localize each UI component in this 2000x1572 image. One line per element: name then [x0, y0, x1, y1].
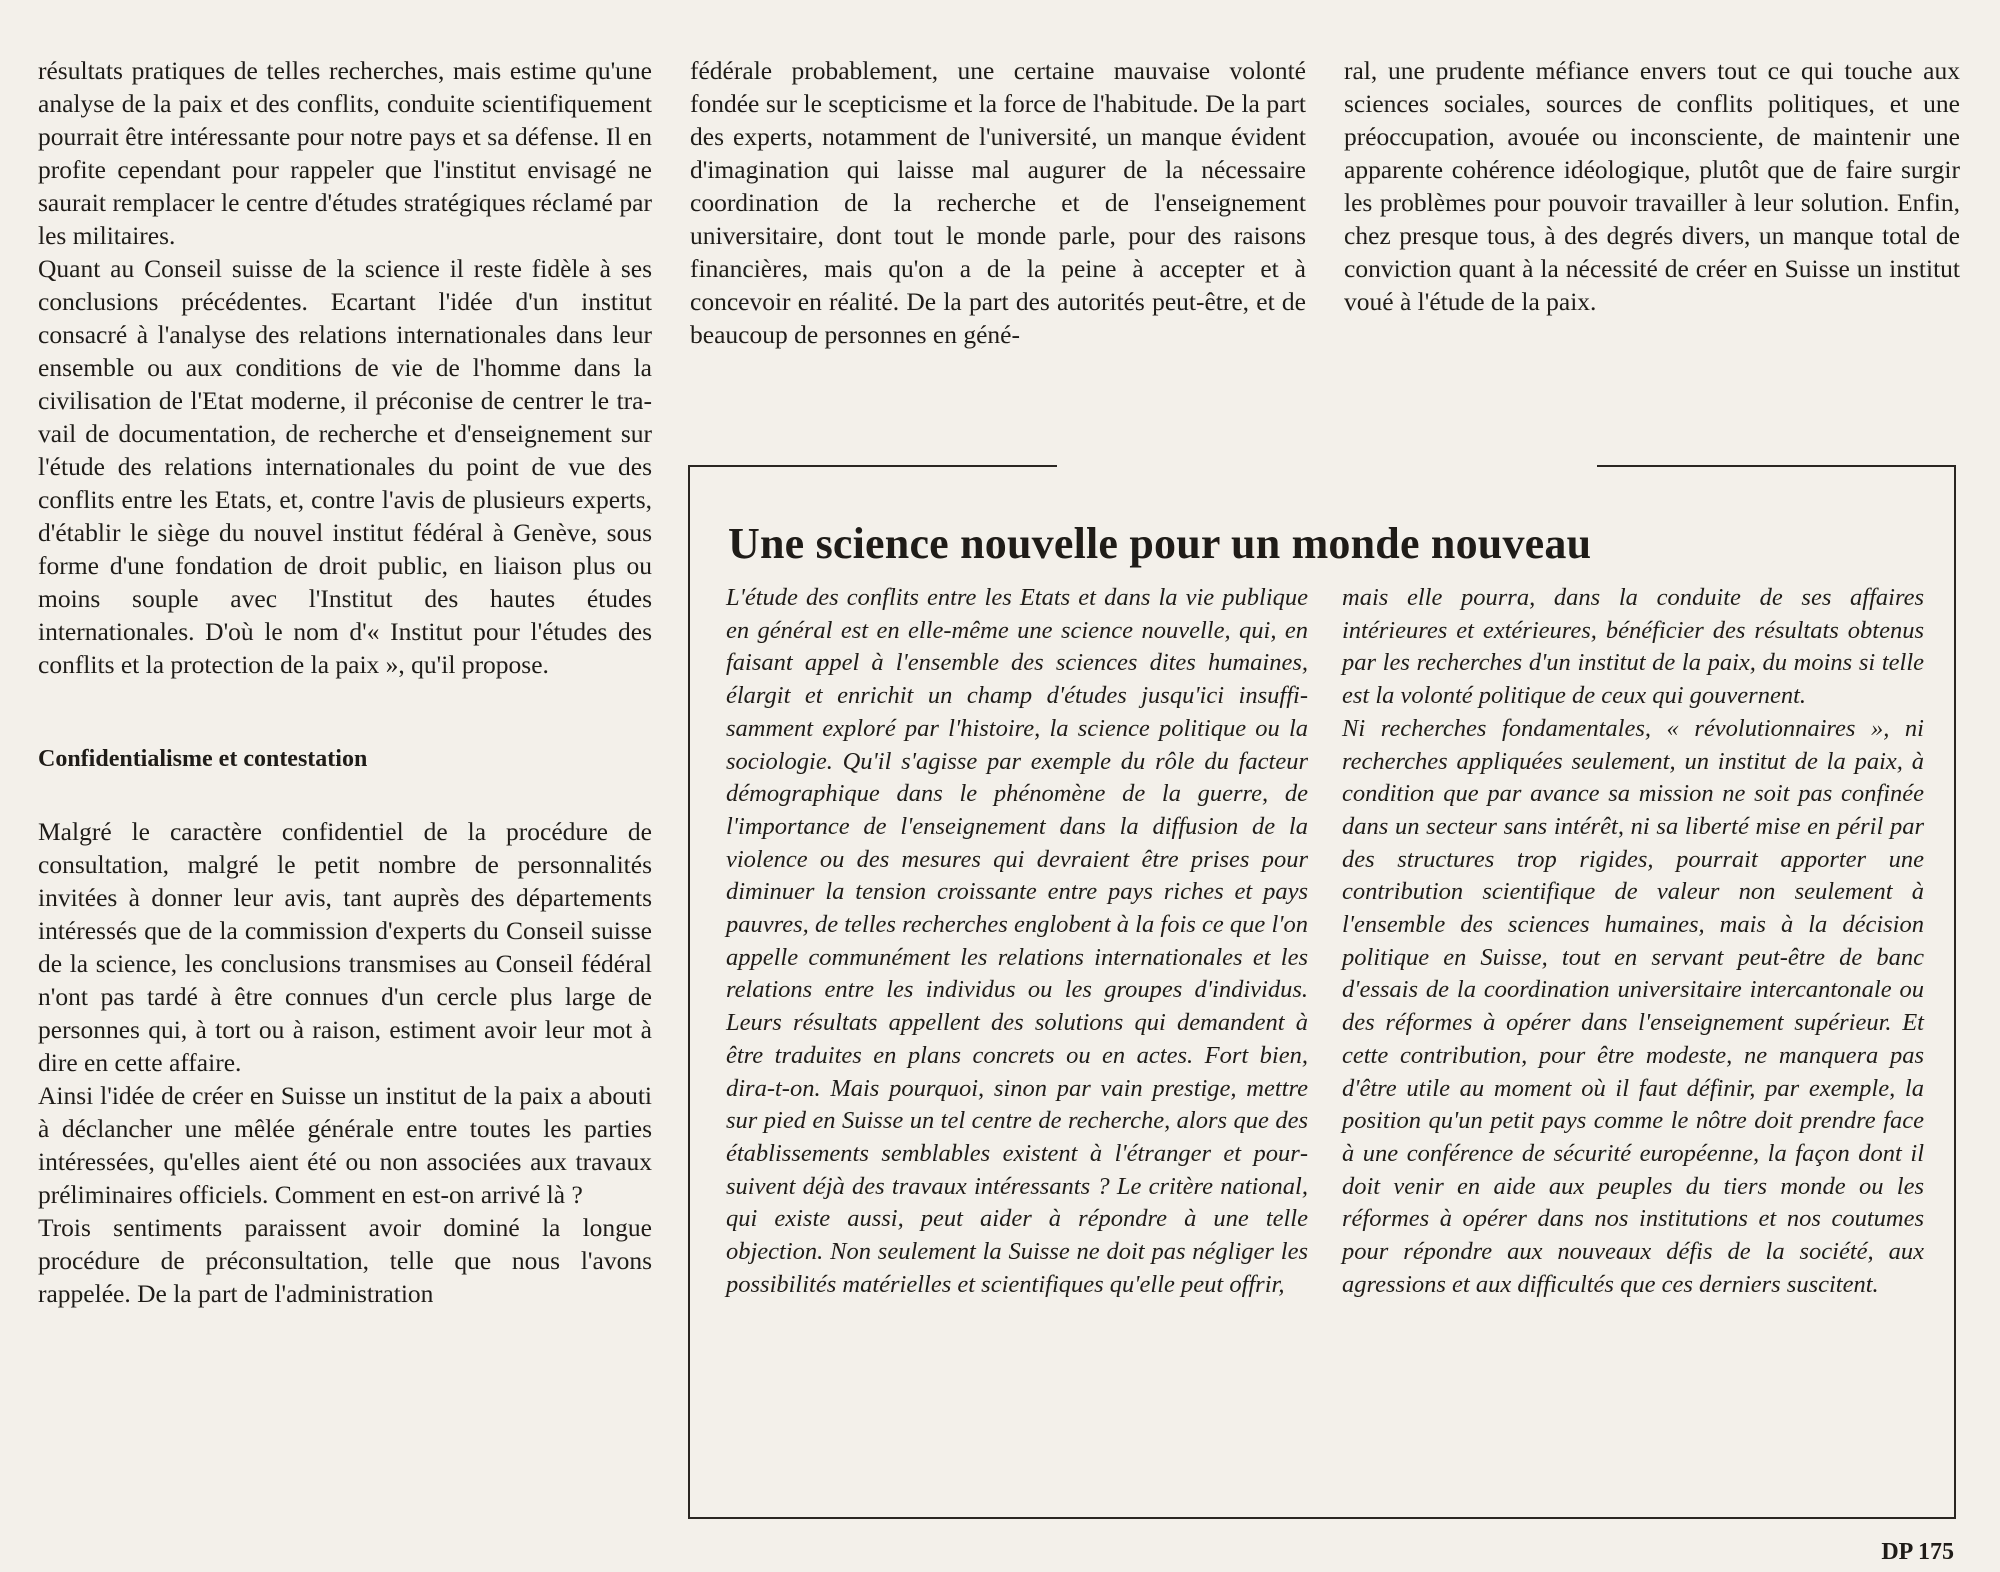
- body-paragraph: Malgré le caractère confidentiel de la procédure de consultation, malgré le petit nombre de personnalités invitées à donner leur avis, tant auprès des départements intéressés que de la commission d'experts du Conseil suisse de la science, les conclusions transmises au Conseil fédéral n'ont pas tardé à être connues d'un cercle plus large de personnes qui, à tort ou à raison, estiment avoir leur mot à dire en cette affaire.: [38, 817, 652, 1077]
- boxed-paragraph: Ni recherches fondamentales, « révolutionnaires », ni recherches appliquées seulement, un institut de la paix, à condition que par avance sa mission ne soit pas confinée dans un secteur sans intérêt, ni sa liberté mise en péril par des structures trop rigides, pourrait apporter une contribution scientifique de valeur non seulement à l'ensemble des sciences humaines, mais à la décision politique en Suisse, tout en servant peut-être de banc d'essais de la coordination universitaire intercantonale ou des réformes à opérer dans l'enseignement supérieur. Et cette contribution, pour être modeste, ne manquera pas d'être utile au moment où il faut définir, par exemple, la position qu'un petit pays comme le nôtre doit prendre face à une conférence de sécurité européenne, la façon dont il doit venir en aide aux peuples du tiers monde ou les réformes à opérer dans nos institutions et nos coutumes pour répondre aux nouveaux défis de la société, aux agressions et aux difficultés que ces derniers suscitent.: [1342, 714, 1924, 1298]
- boxed-article: [688, 465, 1956, 1519]
- body-paragraph: fédérale probablement, une certaine mauvaise volonté fondée sur le scepticisme et la force de l'habitude. De la part des experts, notamment de l'université, un manque évident d'imagination qui laisse mal augurer de la nécessaire coordination de la recherche et de l'enseignement universitaire, dont tout le monde parle, pour des raisons financières, mais qu'on a de la peine à accepter et à concevoir en réalité. De la part des autorités peut-être, et de beaucoup de personnes en géné-: [690, 56, 1306, 349]
- body-paragraph: Quant au Conseil suisse de la science il reste fidèle à ses conclusions précédentes. Ecartant l'idée d'un institut consacré à l'analyse des relations internationales dans leur ensemble ou aux conditions de vie de l'homme dans la civilisation de l'Etat moderne, il préconise de centrer le travail de documentation, de recherche et d'enseignement sur l'étude des relations internationales du point de vue des conflits entre les Etats, et, contre l'avis de plusieurs experts, d'établir le siège du nouvel institut fédéral à Genève, sous forme d'une fondation de droit public, en liaison plus ou moins souple avec l'Institut des hautes études internationales. D'où le nom d'« Institut pour l'études des conflits et la protection de la paix », qu'il propose.: [38, 254, 652, 679]
- page-number: DP 175: [1881, 1539, 1954, 1565]
- article-column-right: [1344, 54, 1960, 318]
- body-paragraph: ral, une prudente méfiance envers tout ce qui touche aux sciences sociales, sources de conflits politiques, et une préoccupation, avouée ou inconsciente, de maintenir une apparente cohérence idéologique, plutôt que de faire surgir les problèmes pour pouvoir travailler à leur solution. Enfin, chez presque tous, à des degrés divers, un manque total de conviction quant à la nécessité de créer en Suisse un institut voué à l'étude de la paix.: [1344, 56, 1960, 316]
- body-paragraph: résultats pratiques de telles recherches, mais estime qu'une analyse de la paix et des conflits, conduite scientifiquement pourrait être intéressante pour notre pays et sa défense. Il en profite cependant pour rappeler que l'institut envisagé ne saurait remplacer le centre d'études stratégiques réclamé par les militaires.: [38, 56, 652, 250]
- box-border-gap: [1057, 464, 1597, 470]
- section-subheading: Confidentialisme et contestation: [38, 746, 368, 772]
- article-column-left: [38, 54, 652, 1310]
- body-paragraph: Trois sentiments paraissent avoir dominé la longue procédure de préconsultation, telle que nous l'avons rappelée. De la part de l'administration: [38, 1213, 652, 1308]
- boxed-article-column-right: [1342, 582, 1924, 1301]
- article-column-middle: [690, 54, 1306, 351]
- boxed-article-title: Une science nouvelle pour un monde nouveau: [728, 519, 1592, 568]
- boxed-article-column-left: [726, 582, 1308, 1301]
- boxed-paragraph: mais elle pourra, dans la conduite de ses affaires intérieures et extérieures, bénéficier des résultats obtenus par les recherches d'un institut de la paix, du moins si telle est la volonté politique de ceux qui gouvernent.: [1342, 584, 1924, 710]
- boxed-paragraph: L'étude des conflits entre les Etats et dans la vie publique en général est en elle-même une science nouvelle, qui, en faisant appel à l'ensemble des sciences dites humaines, élargit et enrichit un champ d'études jusqu'ici insuffisamment exploré par l'histoire, la science politique ou la sociologie. Qu'il s'agisse par exemple du rôle du facteur démographique dans le phénomène de la guerre, de l'importance de l'enseignement dans la diffusion de la violence ou des mesures qui devraient être prises pour diminuer la tension croissante entre pays riches et pays pauvres, de telles recherches englobent à la fois ce que l'on appelle communément les relations internationales et les relations entre les individus ou les groupes d'individus. Leurs résultats appellent des solutions qui demandent à être traduites en plans concrets ou en actes. Fort bien, dira-t-on. Mais pourquoi, sinon par vain prestige, mettre sur pied en Suisse un tel centre de recherche, alors que des établissements semblables existent à l'étranger et poursuivent déjà des travaux intéressants ? Le critère national, qui existe aussi, peut aider à répondre à une telle objection. Non seulement la Suisse ne doit pas négliger les possibilités matérielles et scientifiques qu'elle peut offrir,: [726, 584, 1308, 1298]
- body-paragraph: Ainsi l'idée de créer en Suisse un institut de la paix a abouti à déclancher une mêlée générale entre toutes les parties intéressées, qu'elles aient été ou non associées aux travaux préliminaires officiels. Comment en est-on arrivé là ?: [38, 1081, 652, 1209]
